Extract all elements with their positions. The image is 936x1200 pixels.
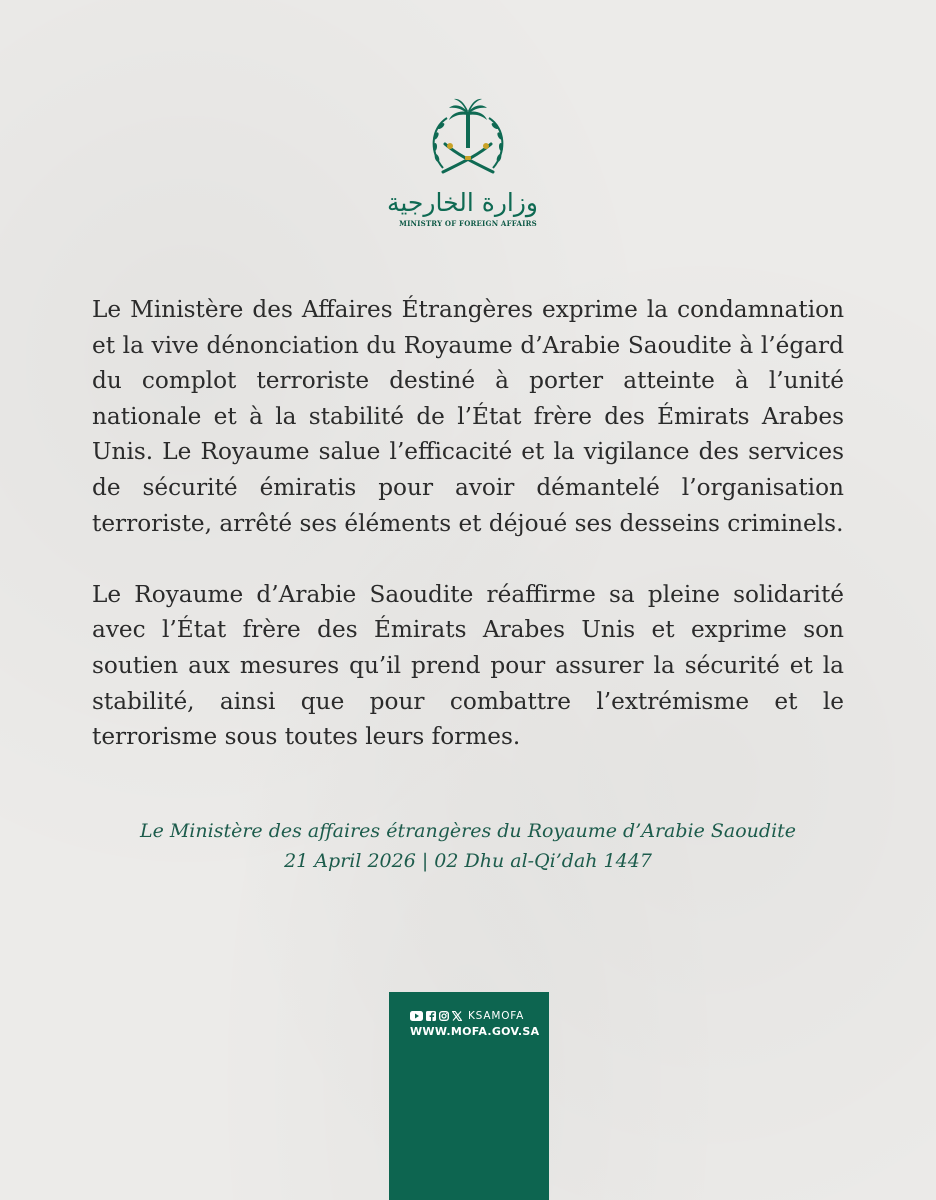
instagram-icon[interactable]	[439, 1011, 449, 1021]
website-link[interactable]: WWW.MOFA.GOV.SA	[410, 1025, 540, 1038]
ministry-name-arabic: وزارة الخارجية	[386, 188, 538, 217]
statement-paragraph-2: Le Royaume d’Arabie Saoudite réaffirme sa pleine solidarité avec l’État frère des Émirats Arabes Unis et exprime son soutien aux mesures qu’il prend pour assurer la sécurité et la stabilité, ainsi que pour combattre l’extrémisme et le terrorisme sous toutes leurs formes.	[92, 580, 844, 751]
facebook-icon[interactable]	[426, 1011, 436, 1021]
saudi-emblem-icon	[421, 96, 515, 186]
statement-paragraph-1: Le Ministère des Affaires Étrangères exprime la condamnation et la vive dénonciation du Royaume d’Arabie Saoudite à l’égard du complot terroriste destiné à porter atteinte à l’unité nationale et à la stabilité de l’État frère des Émirats Arabes Unis. Le Royaume salue l’efficacité et la vigilance des services de sécurité émiratis pour avoir démantelé l’organisation terroriste, arrêté ses éléments et déjoué ses desseins criminels.	[92, 296, 844, 537]
x-icon[interactable]	[452, 1011, 462, 1021]
social-handle[interactable]: KSAMOFA	[468, 1010, 525, 1022]
signature-block	[92, 816, 844, 876]
youtube-icon[interactable]	[410, 1011, 423, 1021]
signature-ministry: Le Ministère des affaires étrangères du Royaume d’Arabie Saoudite	[139, 820, 797, 842]
statement-body	[92, 292, 844, 790]
signature-date: 21 April 2026 | 02 Dhu al-Qi’dah 1447	[284, 850, 652, 872]
footer-panel	[389, 992, 549, 1200]
social-links	[410, 1010, 524, 1022]
ministry-logo	[386, 96, 538, 236]
ministry-name-english: MINISTRY OF FOREIGN AFFAIRS	[399, 219, 537, 228]
